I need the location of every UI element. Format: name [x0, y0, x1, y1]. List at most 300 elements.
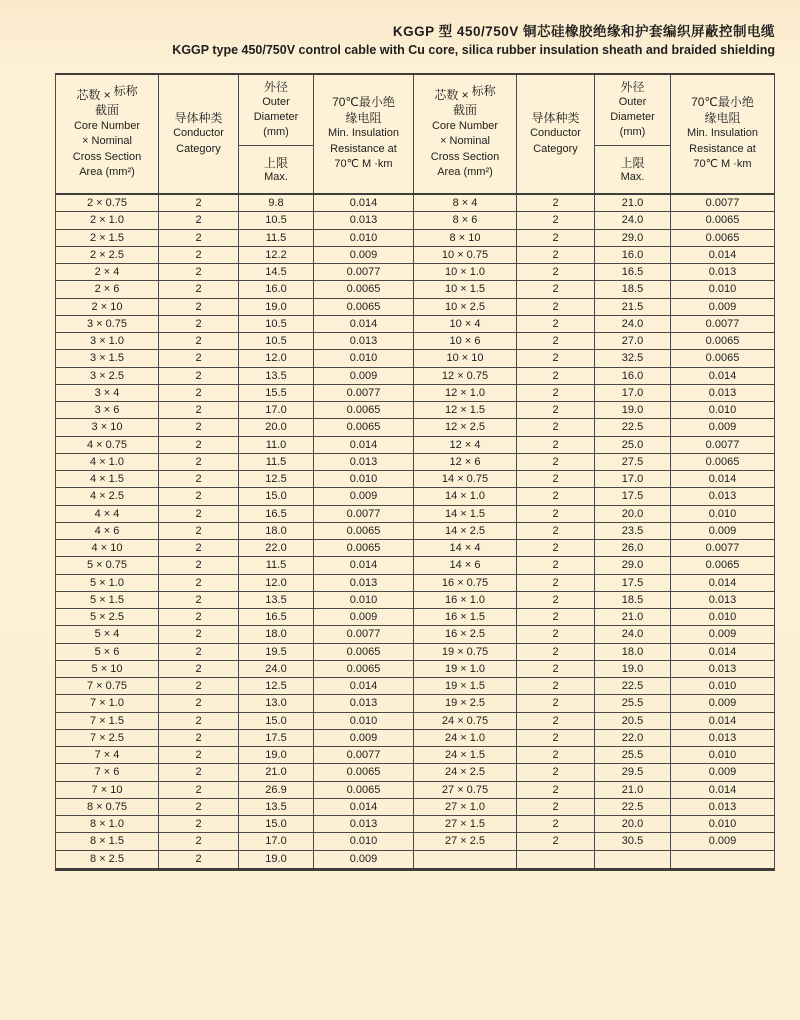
resistance-cell-right: 0.010 [708, 749, 737, 762]
diameter-cell-left: 15.5 [239, 385, 314, 401]
resistance-cell-left: 0.0065 [314, 764, 414, 780]
spec-zh-line-right [434, 83, 496, 104]
resistance-cell-right: 0.0077 [705, 542, 740, 555]
diameter-cell-right: 26.0 [595, 540, 671, 556]
category-cell-right: 2 [517, 523, 595, 539]
category-cell-right: 2 [517, 764, 595, 780]
category-zh-right: 导体种类 [531, 110, 580, 125]
table-row [56, 816, 774, 833]
category-cell-left: 2 [159, 195, 239, 211]
resistance-cell-right: 0.013 [708, 490, 737, 503]
diameter-cell-left: 10.5 [239, 333, 314, 349]
table-row [56, 506, 774, 523]
spec-cell-right: 12 × 1.0 [414, 385, 517, 401]
resistance-cell-right: 0.014 [708, 714, 737, 727]
spec-cell-right: 12 × 0.75 [414, 368, 517, 384]
resistance-cell-right: 0.0065 [705, 214, 740, 227]
diameter-cell-right: 18.5 [595, 592, 671, 608]
category-en-line1-left: Category [176, 142, 221, 155]
diameter-cell-left: 19.0 [239, 747, 314, 763]
resistance-line3-right: Resistance at [689, 142, 756, 155]
diameter-cell-right: 17.5 [595, 488, 671, 504]
category-zh-left: 导体种类 [174, 110, 223, 125]
spec-cell-right: 16 × 1.0 [414, 592, 517, 608]
diameter-cell-left: 17.0 [239, 833, 314, 849]
spec-cell-left: 2 × 6 [56, 281, 159, 297]
resistance-cell-right: 0.009 [708, 766, 737, 779]
spec-cell-right: 16 × 1.5 [414, 609, 517, 625]
table-row [56, 195, 774, 212]
diameter-cell-right: 29.0 [595, 557, 671, 573]
diameter-cell-left: 12.5 [239, 471, 314, 487]
category-cell-right: 2 [517, 592, 595, 608]
diameter-cell-right: 25.5 [595, 747, 671, 763]
resistance-cell-left: 0.0077 [314, 626, 414, 642]
spec-cell-right: 19 × 2.5 [414, 695, 517, 711]
spec-zh-prefix-left: 芯数 × [76, 87, 111, 102]
diameter-cell-left: 20.0 [239, 419, 314, 435]
diameter-cell-left: 12.0 [239, 575, 314, 591]
spec-cell-left: 5 × 6 [56, 644, 159, 660]
category-cell-right: 2 [517, 833, 595, 849]
header-cell-category-right [517, 75, 595, 193]
spec-cell-right: 24 × 1.5 [414, 747, 517, 763]
diameter-cell-left: 19.5 [239, 644, 314, 660]
resistance-cell-right: 0.009 [708, 524, 737, 537]
spec-cell-right: 27 × 0.75 [414, 782, 517, 798]
diameter-cell-right: 27.0 [595, 333, 671, 349]
diameter-cell-left: 10.5 [239, 316, 314, 332]
category-cell-right: 2 [517, 730, 595, 746]
spec-cell-left: 4 × 1.0 [56, 454, 159, 470]
spec-cell-left: 5 × 10 [56, 661, 159, 677]
table-row [56, 402, 774, 419]
category-cell-left: 2 [159, 437, 239, 453]
category-cell-right: 2 [517, 799, 595, 815]
category-cell-left: 2 [159, 523, 239, 539]
diameter-en-line0-left: Outer [262, 96, 290, 108]
resistance-cell-left: 0.014 [314, 557, 414, 573]
category-cell-right: 2 [517, 609, 595, 625]
resistance-cell-left: 0.0065 [314, 644, 414, 660]
category-cell-left: 2 [159, 609, 239, 625]
spec-cell-left: 7 × 10 [56, 782, 159, 798]
resistance-cell-left: 0.010 [314, 471, 414, 487]
spec-cell-left: 2 × 1.5 [56, 230, 159, 246]
spec-cell-right: 12 × 4 [414, 437, 517, 453]
title-block [55, 22, 775, 60]
category-cell-left: 2 [159, 316, 239, 332]
diameter-cell-left: 24.0 [239, 661, 314, 677]
spec-cell-right: 12 × 1.5 [414, 402, 517, 418]
resistance-line2-right: Min. Insulation [687, 127, 758, 140]
diameter-max-subcell-left [239, 146, 313, 193]
category-cell-left: 2 [159, 419, 239, 435]
category-cell-left: 2 [159, 368, 239, 384]
table-header-row [56, 75, 774, 195]
table-row [56, 695, 774, 712]
resistance-cell-left: 0.0065 [314, 661, 414, 677]
resistance-cell-right: 0.013 [708, 386, 737, 399]
resistance-cell-right: 0.013 [708, 662, 737, 675]
spec-cell-right: 27 × 2.5 [414, 833, 517, 849]
category-cell-left: 2 [159, 626, 239, 642]
spec-en-line1-left: × Nominal [82, 135, 132, 147]
category-cell-left: 2 [159, 333, 239, 349]
category-cell-right: 2 [517, 316, 595, 332]
category-cell-right: 2 [517, 230, 595, 246]
resistance-cell-left: 0.0065 [314, 540, 414, 556]
spec-cell-left: 4 × 4 [56, 506, 159, 522]
spec-cell-left: 8 × 1.5 [56, 833, 159, 849]
category-cell-left: 2 [159, 816, 239, 832]
diameter-cell-left: 15.0 [239, 713, 314, 729]
resistance-line4-left: 70℃ M ·km [334, 158, 393, 171]
category-cell-right: 2 [517, 713, 595, 729]
diameter-sub-en-left: Max. [264, 170, 288, 183]
resistance-line3-left: Resistance at [330, 142, 397, 155]
resistance-cell-right: 0.0065 [705, 335, 740, 348]
spec-cell-left: 8 × 0.75 [56, 799, 159, 815]
category-cell-right: 2 [517, 644, 595, 660]
diameter-sub-zh-right: 上限 [620, 155, 645, 170]
table-row [56, 333, 774, 350]
resistance-cell-right [671, 851, 774, 868]
table-row [56, 385, 774, 402]
category-cell-left: 2 [159, 678, 239, 694]
diameter-cell-left: 22.0 [239, 540, 314, 556]
diameter-cell-left: 15.0 [239, 488, 314, 504]
resistance-cell-right: 0.0065 [705, 559, 740, 572]
spec-cell-left: 4 × 6 [56, 523, 159, 539]
diameter-zh-left: 外径 [263, 80, 288, 94]
category-cell-left: 2 [159, 730, 239, 746]
resistance-cell-right: 0.009 [708, 697, 737, 710]
diameter-cell-right: 25.0 [595, 437, 671, 453]
diameter-en-line1-left: Diameter [253, 111, 299, 123]
diameter-cell-left: 16.5 [239, 609, 314, 625]
spec-cell-left: 3 × 0.75 [56, 316, 159, 332]
resistance-cell-right: 0.009 [708, 421, 737, 434]
spec-cell-left: 5 × 0.75 [56, 557, 159, 573]
resistance-cell-right: 0.014 [708, 248, 737, 261]
category-cell-left: 2 [159, 644, 239, 660]
diameter-cell-left: 17.5 [239, 730, 314, 746]
diameter-cell-right: 24.0 [595, 316, 671, 332]
category-cell-right: 2 [517, 454, 595, 470]
diameter-cell-right: 16.5 [595, 264, 671, 280]
category-cell-left: 2 [159, 454, 239, 470]
category-cell-right: 2 [517, 557, 595, 573]
resistance-cell-right: 0.014 [708, 645, 737, 658]
header-cell-diameter-right [595, 75, 671, 193]
resistance-cell-left: 0.014 [314, 678, 414, 694]
spec-cell-right: 12 × 2.5 [414, 419, 517, 435]
diameter-cell-right: 16.0 [595, 247, 671, 263]
diameter-cell-left: 12.0 [239, 350, 314, 366]
category-cell-right: 2 [517, 471, 595, 487]
resistance-cell-left: 0.013 [314, 333, 414, 349]
category-cell-left: 2 [159, 782, 239, 798]
spec-cell-left: 3 × 10 [56, 419, 159, 435]
table-row [56, 851, 774, 868]
category-cell-left: 2 [159, 557, 239, 573]
category-cell-left: 2 [159, 281, 239, 297]
category-cell-left: 2 [159, 299, 239, 315]
diameter-cell-left: 12.2 [239, 247, 314, 263]
spec-zh-prefix-right: 芯数 × [434, 87, 469, 102]
diameter-cell-right: 19.0 [595, 402, 671, 418]
category-cell-right: 2 [517, 281, 595, 297]
diameter-cell-right: 32.5 [595, 350, 671, 366]
category-cell-left: 2 [159, 247, 239, 263]
spec-en-line2-left: Cross Section [72, 150, 142, 163]
resistance-cell-right: 0.013 [708, 800, 737, 813]
table-row [56, 350, 774, 367]
diameter-cell-right: 16.0 [595, 368, 671, 384]
spec-cell-right: 24 × 1.0 [414, 730, 517, 746]
category-cell-right: 2 [517, 195, 595, 211]
category-cell-left: 2 [159, 661, 239, 677]
category-cell-left: 2 [159, 540, 239, 556]
diameter-cell-left: 13.0 [239, 695, 314, 711]
spec-cell-left: 7 × 2.5 [56, 730, 159, 746]
diameter-cell-left: 13.5 [239, 592, 314, 608]
spec-cell-left: 3 × 6 [56, 402, 159, 418]
diameter-cell-right: 23.5 [595, 523, 671, 539]
diameter-cell-right: 22.5 [595, 799, 671, 815]
diameter-cell-right: 21.0 [595, 195, 671, 211]
category-cell-left: 2 [159, 506, 239, 522]
table-row [56, 799, 774, 816]
spec-cell-right: 8 × 6 [414, 212, 517, 228]
resistance-cell-left: 0.009 [314, 368, 414, 384]
category-cell-right: 2 [517, 575, 595, 591]
spec-cell-right: 8 × 4 [414, 195, 517, 211]
diameter-cell-right: 30.5 [595, 833, 671, 849]
diameter-cell-right: 17.0 [595, 385, 671, 401]
category-en-line0-left: Conductor [173, 127, 224, 140]
diameter-cell-left: 16.5 [239, 506, 314, 522]
diameter-cell-right: 18.0 [595, 644, 671, 660]
resistance-cell-left: 0.0065 [314, 523, 414, 539]
resistance-cell-left: 0.009 [314, 730, 414, 746]
spec-zh-line-left [76, 83, 138, 104]
category-cell-right: 2 [517, 385, 595, 401]
diameter-cell-right: 20.5 [595, 713, 671, 729]
spec-cell-right: 19 × 1.0 [414, 661, 517, 677]
resistance-cell-right: 0.013 [708, 266, 737, 279]
resistance-cell-left: 0.010 [314, 230, 414, 246]
resistance-cell-left: 0.014 [314, 799, 414, 815]
category-cell-left: 2 [159, 402, 239, 418]
diameter-cell-right: 17.0 [595, 471, 671, 487]
table-body [56, 195, 774, 868]
diameter-cell-right: 22.5 [595, 419, 671, 435]
spec-cell-right: 14 × 6 [414, 557, 517, 573]
diameter-cell-right: 20.0 [595, 816, 671, 832]
category-cell-left: 2 [159, 350, 239, 366]
resistance-cell-left: 0.013 [314, 695, 414, 711]
resistance-cell-right: 0.010 [708, 611, 737, 624]
page-title-zh: KGGP 型 450/750V 铜芯硅橡胶绝缘和护套编织屏蔽控制电缆 [392, 24, 775, 39]
spec-cell-right: 8 × 10 [414, 230, 517, 246]
diameter-top-left [239, 75, 313, 146]
table-row [56, 368, 774, 385]
resistance-cell-right: 0.010 [708, 507, 737, 520]
resistance-cell-right: 0.0077 [705, 197, 740, 210]
resistance-cell-right: 0.0065 [705, 231, 740, 244]
spec-cell-right: 14 × 1.5 [414, 506, 517, 522]
table-row [56, 730, 774, 747]
diameter-cell-right: 22.0 [595, 730, 671, 746]
diameter-cell-right: 21.5 [595, 299, 671, 315]
resistance-cell-left: 0.013 [314, 816, 414, 832]
resistance-cell-right: 0.009 [708, 835, 737, 848]
table-row [56, 454, 774, 471]
resistance-cell-left: 0.010 [314, 713, 414, 729]
spec-en-line0-left: Core Number [73, 119, 141, 132]
category-cell-right: 2 [517, 626, 595, 642]
resistance-cell-right: 0.014 [708, 576, 737, 589]
spec-cell-left: 2 × 4 [56, 264, 159, 280]
spec-cell-right: 10 × 1.0 [414, 264, 517, 280]
category-cell-left: 2 [159, 471, 239, 487]
resistance-cell-left: 0.0077 [314, 385, 414, 401]
category-cell-right: 2 [517, 368, 595, 384]
spec-cell-right: 14 × 2.5 [414, 523, 517, 539]
resistance-line1-right: 缘电阻 [704, 110, 741, 125]
diameter-cell-right: 21.0 [595, 782, 671, 798]
diameter-cell-right: 27.5 [595, 454, 671, 470]
category-cell-right: 2 [517, 661, 595, 677]
resistance-cell-left: 0.0065 [314, 419, 414, 435]
resistance-cell-left: 0.009 [314, 247, 414, 263]
resistance-cell-right: 0.014 [708, 473, 737, 486]
table-row [56, 644, 774, 661]
table-row [56, 437, 774, 454]
spec-cell-left: 7 × 1.0 [56, 695, 159, 711]
table-row [56, 833, 774, 850]
spec-cell-left: 3 × 1.0 [56, 333, 159, 349]
spec-cell-right: 24 × 0.75 [414, 713, 517, 729]
diameter-cell-left: 19.0 [239, 851, 314, 868]
category-cell-left: 2 [159, 488, 239, 504]
resistance-line1-left: 缘电阻 [345, 110, 382, 125]
resistance-cell-left: 0.013 [314, 454, 414, 470]
spec-cell-left: 2 × 2.5 [56, 247, 159, 263]
cable-spec-table [55, 73, 775, 871]
resistance-line2-left: Min. Insulation [328, 127, 399, 140]
table-row [56, 764, 774, 781]
spec-en-line0-right: Core Number [431, 119, 499, 132]
diameter-cell-right: 25.5 [595, 695, 671, 711]
resistance-cell-right: 0.014 [708, 783, 737, 796]
diameter-cell-left: 14.5 [239, 264, 314, 280]
category-cell-right: 2 [517, 540, 595, 556]
spec-cell-left: 4 × 0.75 [56, 437, 159, 453]
header-cell-resistance-right [671, 75, 774, 193]
diameter-en-line2-left: (mm) [263, 126, 289, 138]
spec-cell-left: 4 × 1.5 [56, 471, 159, 487]
diameter-en-line2-right: (mm) [619, 126, 646, 138]
category-cell-left: 2 [159, 764, 239, 780]
table-row [56, 661, 774, 678]
spec-cell-left: 7 × 0.75 [56, 678, 159, 694]
resistance-cell-left: 0.0077 [314, 747, 414, 763]
diameter-cell-right: 20.0 [595, 506, 671, 522]
diameter-sub-zh-left: 上限 [263, 155, 288, 170]
category-cell-right: 2 [517, 816, 595, 832]
diameter-cell-left: 15.0 [239, 816, 314, 832]
spec-cell-right: 14 × 1.0 [414, 488, 517, 504]
spec-cell-left: 8 × 1.0 [56, 816, 159, 832]
category-cell-left: 2 [159, 833, 239, 849]
category-cell-left: 2 [159, 747, 239, 763]
diameter-cell-left: 21.0 [239, 764, 314, 780]
spec-cell-right: 10 × 0.75 [414, 247, 517, 263]
diameter-en-line0-right: Outer [618, 96, 647, 108]
spec-cell-left: 4 × 10 [56, 540, 159, 556]
spec-en-line3-left: Area (mm²) [79, 166, 135, 178]
diameter-cell-right: 24.0 [595, 212, 671, 228]
category-cell-right: 2 [517, 506, 595, 522]
resistance-cell-left: 0.010 [314, 833, 414, 849]
resistance-cell-right: 0.0077 [705, 438, 740, 451]
diameter-cell-right [595, 851, 671, 868]
spec-cell-right: 10 × 4 [414, 316, 517, 332]
resistance-cell-left: 0.013 [314, 575, 414, 591]
diameter-cell-left: 16.0 [239, 281, 314, 297]
category-cell-left: 2 [159, 713, 239, 729]
table-row [56, 609, 774, 626]
resistance-cell-left: 0.010 [314, 350, 414, 366]
category-cell-left: 2 [159, 695, 239, 711]
diameter-max-subcell-right [595, 146, 670, 193]
resistance-cell-right: 0.009 [708, 300, 737, 313]
category-cell-right: 2 [517, 695, 595, 711]
diameter-en-line1-right: Diameter [610, 111, 655, 123]
spec-cell-right: 27 × 1.0 [414, 799, 517, 815]
resistance-cell-left: 0.010 [314, 592, 414, 608]
diameter-cell-left: 18.0 [239, 626, 314, 642]
diameter-cell-right: 18.5 [595, 281, 671, 297]
table-row [56, 747, 774, 764]
category-cell-right: 2 [517, 402, 595, 418]
resistance-cell-left: 0.0077 [314, 506, 414, 522]
diameter-zh-right: 外径 [620, 80, 645, 94]
resistance-line0-left: 70℃最小绝 [332, 95, 395, 110]
table-row [56, 626, 774, 643]
spec-cell-left: 5 × 1.0 [56, 575, 159, 591]
table-row [56, 575, 774, 592]
table-row [56, 230, 774, 247]
spec-cell-left: 7 × 1.5 [56, 713, 159, 729]
diameter-cell-right: 22.5 [595, 678, 671, 694]
diameter-cell-left: 13.5 [239, 368, 314, 384]
resistance-cell-left: 0.009 [314, 488, 414, 504]
spec-cell-left: 5 × 2.5 [56, 609, 159, 625]
resistance-cell-left: 0.009 [314, 851, 414, 868]
category-cell-right: 2 [517, 678, 595, 694]
header-cell-core-spec-left [56, 75, 159, 193]
spec-en-line3-right: Area (mm²) [437, 166, 493, 178]
spec-cell-left: 7 × 4 [56, 747, 159, 763]
spec-cell-right: 10 × 6 [414, 333, 517, 349]
spec-cell-right: 24 × 2.5 [414, 764, 517, 780]
spec-cell-left: 2 × 0.75 [56, 195, 159, 211]
spec-cell-right: 10 × 1.5 [414, 281, 517, 297]
